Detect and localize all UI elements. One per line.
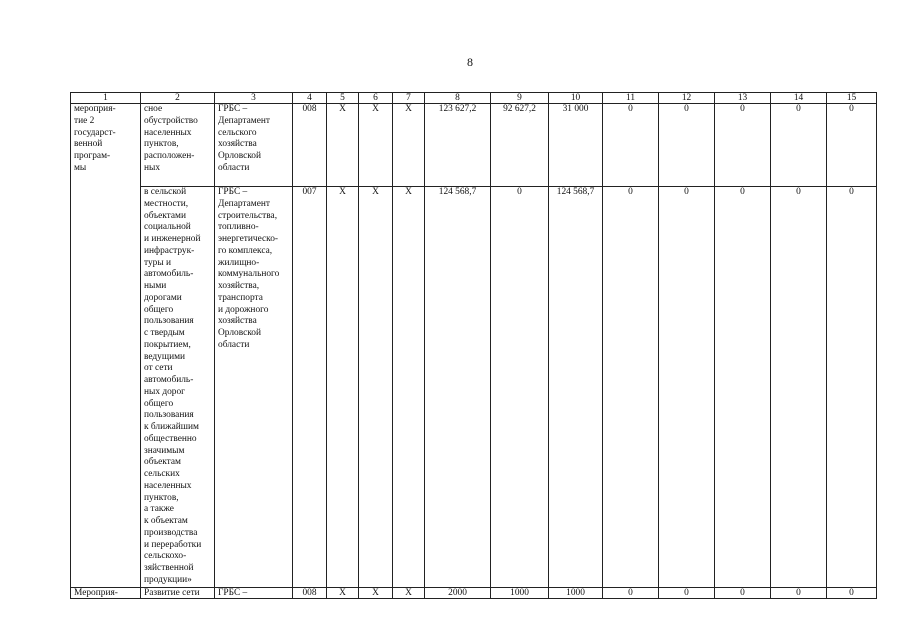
amount-cell: 0 (491, 187, 549, 588)
header-cell: 8 (425, 93, 491, 104)
header-cell: 9 (491, 93, 549, 104)
header-cell: 15 (827, 93, 877, 104)
header-cell: 10 (549, 93, 603, 104)
grbs-cell: ГРБС – Департамент сельского хозяйства Орловской области (215, 104, 293, 187)
amount-cell: 1000 (549, 587, 603, 598)
amount-cell: 0 (827, 587, 877, 598)
amount-cell: 123 627,2 (425, 104, 491, 187)
measure-description-bottom: в сельской местности, объектами социальной и инженерной инфраструк- туры и автомобиль- ными дорогами общего пользования с твердым покрытием, ведущими от сети автомобиль- ных дорог общего пользования к ближайшим общественно значимым объектам сельских населенных пунктов, а также к объектам производства и переработки сельскохо- зяйственной продукции» (141, 187, 215, 588)
table-row (71, 587, 877, 598)
measure-name-cell: Мероприя- (71, 587, 141, 598)
header-cell: 3 (215, 93, 293, 104)
amount-cell: 0 (771, 187, 827, 588)
value-cell: X (359, 104, 393, 187)
budget-table (70, 92, 877, 599)
measure-description-cell: Развитие сети (141, 587, 215, 598)
value-cell: X (393, 187, 425, 588)
value-cell: X (327, 104, 359, 187)
header-cell: 14 (771, 93, 827, 104)
header-cell: 11 (603, 93, 659, 104)
table-row (71, 187, 877, 588)
amount-cell: 0 (827, 104, 877, 187)
amount-cell: 0 (603, 587, 659, 598)
code-cell: 008 (293, 104, 327, 187)
header-cell: 2 (141, 93, 215, 104)
grbs-cell: ГРБС – (215, 587, 293, 598)
amount-cell: 31 000 (549, 104, 603, 187)
grbs-cell: ГРБС – Департамент строительства, топливно- энергетическо- го комплекса, жилищно- коммунального хозяйства, транспорта и дорожного хозяйства Орловской области (215, 187, 293, 588)
amount-cell: 1000 (491, 587, 549, 598)
header-cell: 12 (659, 93, 715, 104)
header-cell: 4 (293, 93, 327, 104)
amount-cell: 0 (771, 104, 827, 187)
header-cell: 7 (393, 93, 425, 104)
amount-cell: 2000 (425, 587, 491, 598)
amount-cell: 92 627,2 (491, 104, 549, 187)
amount-cell: 0 (603, 104, 659, 187)
amount-cell: 0 (827, 187, 877, 588)
table-row (71, 104, 877, 187)
header-cell: 5 (327, 93, 359, 104)
amount-cell: 0 (715, 104, 771, 187)
amount-cell: 0 (715, 587, 771, 598)
header-cell: 1 (71, 93, 141, 104)
header-cell: 6 (359, 93, 393, 104)
amount-cell: 0 (603, 187, 659, 588)
header-row (71, 93, 877, 104)
value-cell: X (327, 587, 359, 598)
amount-cell: 0 (659, 587, 715, 598)
amount-cell: 0 (659, 104, 715, 187)
page-number: 8 (467, 55, 473, 69)
amount-cell: 124 568,7 (549, 187, 603, 588)
value-cell: X (393, 587, 425, 598)
measure-name-cell: мероприя- тие 2 государст- венной програм- мы (71, 104, 141, 588)
measure-description-top: сное обустройство населенных пунктов, расположен- ных (141, 104, 215, 187)
code-cell: 008 (293, 587, 327, 598)
amount-cell: 0 (659, 187, 715, 588)
amount-cell: 124 568,7 (425, 187, 491, 588)
value-cell: X (359, 587, 393, 598)
amount-cell: 0 (771, 587, 827, 598)
value-cell: X (327, 187, 359, 588)
code-cell: 007 (293, 187, 327, 588)
header-cell: 13 (715, 93, 771, 104)
value-cell: X (359, 187, 393, 588)
amount-cell: 0 (715, 187, 771, 588)
value-cell: X (393, 104, 425, 187)
